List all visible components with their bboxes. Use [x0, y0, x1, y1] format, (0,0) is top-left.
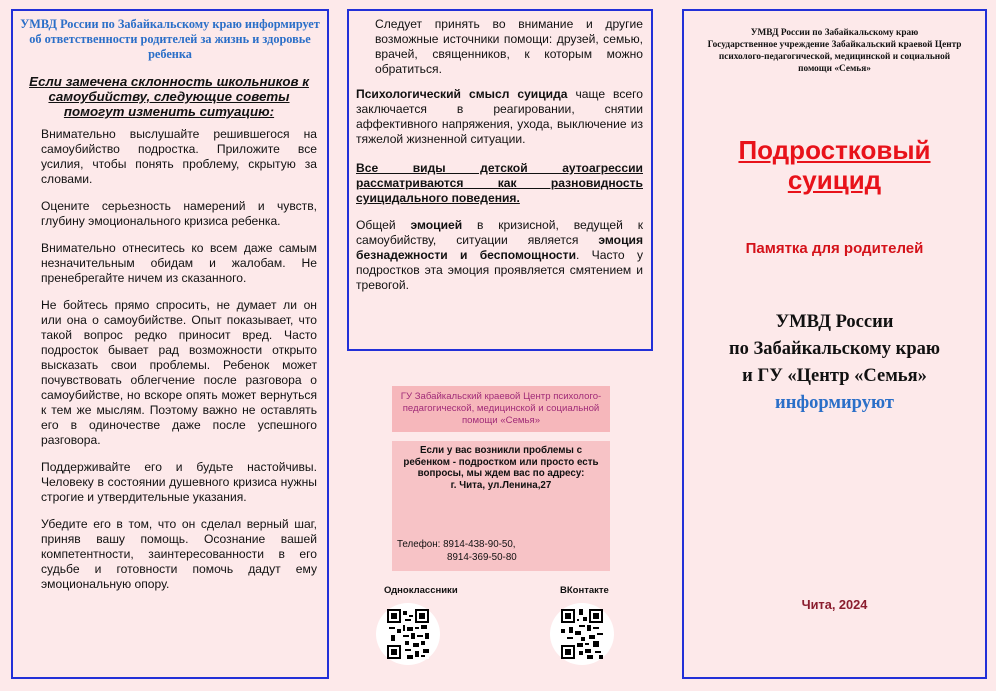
address-text: г. Чита, ул.Ленина,27	[450, 479, 552, 491]
info-line: по Забайкальскому краю	[729, 339, 940, 359]
qr-code-icon	[387, 609, 429, 659]
advice-text: самоубийство подростка. Приложите все усилия, чтобы понять проблему, скрытую за словами.	[41, 142, 317, 186]
odnoklassniki-qr-code[interactable]	[376, 603, 440, 665]
advice-text: Не бойтесь прямо спросить, не думает ли	[41, 298, 297, 312]
org-line: УМВД России по Забайкальскому краю	[750, 28, 919, 38]
advice-text: он или она о самоубийстве. Опыт показывает, что такой вопрос редко приносит вред. Часто подросток бывает рад возможности открыто высказать свои проблемы. Ребенок может почувствовать облегчение после разговора о самоубийстве, но вскоре опять может вернуться к тем же мыслям. Поэтому важно не оставлять его в одиночестве даже после успешного разговора.	[41, 298, 317, 447]
advice-item	[41, 199, 317, 229]
advice-item	[41, 241, 317, 286]
org-line: Государственное учреждение Забайкальский краевой Центр психолого-педагогической, медицинской и социальной помощи «Семья»	[707, 40, 962, 74]
brochure-info	[694, 309, 975, 417]
center-org-box: ГУ Забайкальский краевой Центр психолого-педагогической, медицинской и социальной помощи «Семья»	[392, 386, 610, 432]
qr-code-icon	[561, 609, 603, 659]
phone-number-2: 8914-369-50-80	[447, 551, 517, 563]
advice-text: незначительным обидам и жалобам. Не пренебрегайте ничем из сказанного.	[41, 256, 317, 285]
phone-block	[397, 539, 517, 564]
middle-paragraph	[356, 218, 643, 293]
advice-text: Внимательно выслушайте решившегося на	[41, 127, 317, 141]
odnoklassniki-label: Одноклассники	[384, 585, 458, 596]
middle-text: . Часто у подростков эта эмоция проявляется смятением и тревогой.	[356, 248, 643, 292]
vkontakte-qr-code[interactable]	[550, 603, 614, 665]
advice-text: шаг, приняв вашу помощь. Осознание вашей компетентности, заинтересованности в его судьбе и готовности помочь дадут ему эмоциональную опору.	[41, 517, 317, 591]
left-subtitle: Если замечена склонность школьников к самоубийству, следующие советы помогут изменить ситуацию:	[29, 74, 309, 119]
advice-item	[41, 127, 317, 187]
advice-text: Убедите его в том, что он сделал верный	[41, 517, 289, 531]
brochure-memo: Памятка для родителей	[745, 240, 924, 257]
right-panel	[682, 9, 987, 679]
right-org-header	[704, 27, 965, 75]
left-header: УМВД России по Забайкальскому краю информирует об ответственности родителей за жизнь и здоровье ребенка	[20, 17, 320, 61]
center-contact-box	[392, 441, 610, 571]
center-help-text	[400, 445, 602, 491]
vkontakte-label: ВКонтакте	[560, 585, 609, 596]
middle-paragraph: Следует принять во внимание и другие возможные источники помощи: друзей, семью, врачей, священников, к которым можно обратиться.	[375, 17, 643, 76]
middle-text: чаще всего заключается в реагировании, снятии аффективного напряжения, ухода, выключение из тяжелой жизненной ситуации.	[356, 87, 643, 146]
left-panel	[11, 9, 329, 679]
middle-text: в кризисной, ведущей к самоубийству, ситуации является	[356, 218, 643, 247]
advice-text: Внимательно отнеситесь ко всем даже самым	[41, 241, 317, 255]
info-line: УМВД России	[775, 312, 894, 332]
advice-item	[41, 517, 317, 592]
middle-bold-term: Психологический смысл суицида	[356, 87, 568, 101]
info-line: и ГУ «Центр «Семья»	[742, 366, 927, 386]
brochure-title: Подростковый суицид	[738, 135, 931, 195]
middle-panel	[347, 9, 653, 351]
middle-bold-term: эмоцией	[410, 218, 463, 232]
advice-text: глубину эмоционального кризиса ребенка.	[41, 214, 281, 228]
advice-item	[41, 460, 317, 505]
help-text: Если у вас возникли проблемы с ребенком - подростком или просто есть вопросы, мы ждем вас по адресу:	[403, 445, 599, 479]
phone-label: Телефон: 8914-438-90-50,	[397, 539, 516, 550]
advice-text: Поддерживайте его и будьте настойчивы.	[41, 460, 317, 474]
advice-item	[41, 298, 317, 448]
advice-text: Человеку в состоянии душевного кризиса нужны строгие и утвердительные указания.	[41, 475, 317, 504]
city-year: Чита, 2024	[801, 597, 868, 612]
middle-text: Общей	[356, 218, 411, 232]
middle-paragraph	[356, 87, 643, 147]
middle-emphasis: Все виды детской аутоагрессии рассматриваются как разновидность суицидального поведения.	[356, 161, 643, 205]
middle-bold-term: эмоция безнадежности и беспомощности	[356, 233, 643, 262]
info-line: информируют	[775, 393, 894, 413]
advice-text: Оцените серьезность намерений и чувств,	[41, 199, 317, 213]
